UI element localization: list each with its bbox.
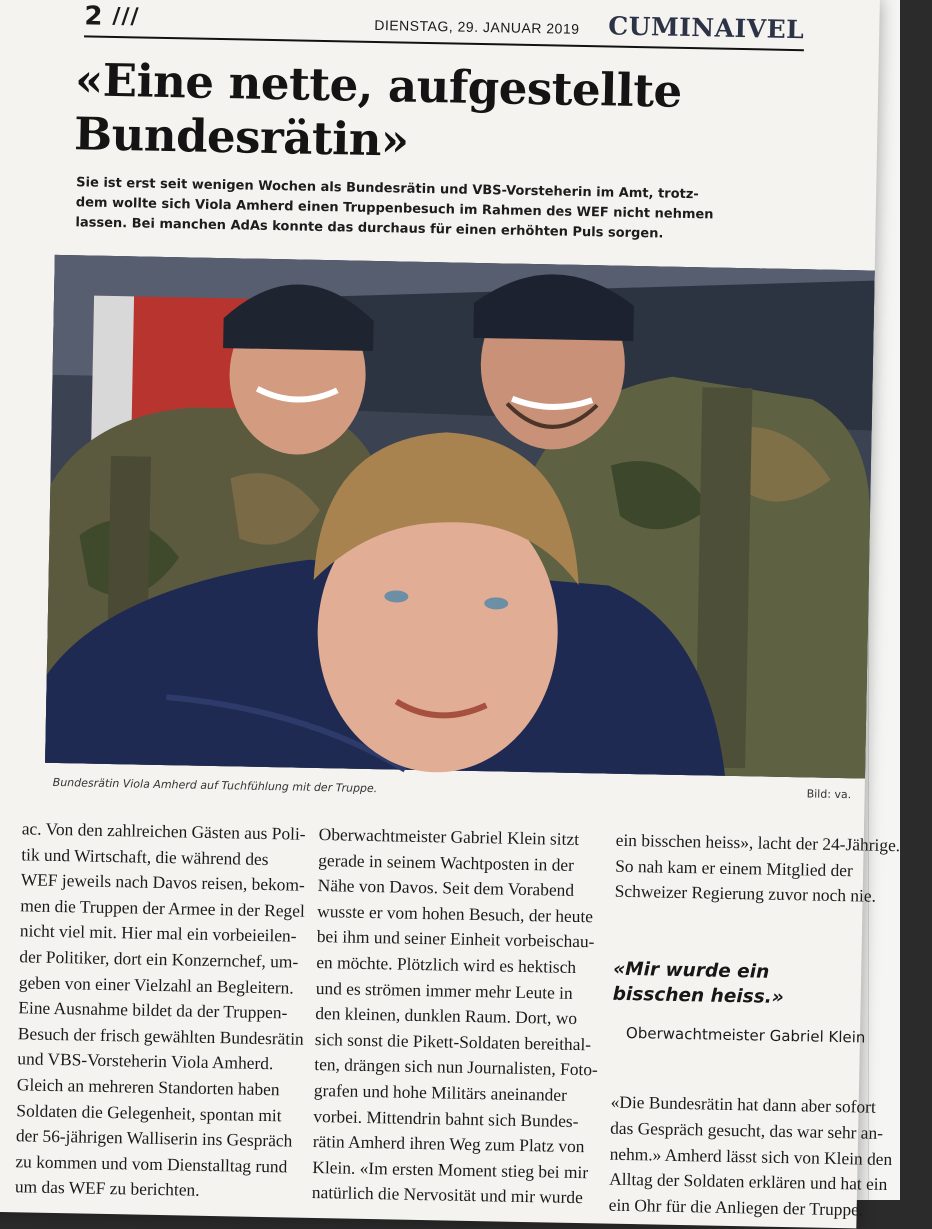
column-line: tik und Wirtschaft, die während des (21, 843, 269, 869)
column-line: rätin Amherd ihren Weg zum Platz von (312, 1131, 585, 1157)
pull-quote-line-2: bisschen heiss.» (612, 983, 784, 1008)
lead-line-3: lassen. Bei manchen AdAs konnte das durchaus für einen erhöhten Puls sorgen. (75, 215, 664, 242)
column-line: Soldaten die Gelegenheit, spontan mit (16, 1099, 282, 1125)
page-number: 2 (84, 1, 103, 32)
photo-caption: Bundesrätin Viola Amherd auf Tuchfühlung mit der Truppe. (52, 775, 378, 796)
column-line: der Politiker, dort ein Konzernchef, um- (19, 946, 299, 972)
column-line: geben von einer Vielzahl an Begleitern. (18, 971, 294, 998)
column-line: nicht viel mit. Hier mal ein vorbeieilen- (19, 920, 297, 946)
column-line: «Die Bundesrätin hat dann aber sofort (610, 1092, 876, 1118)
column-3-continuation (608, 1090, 910, 1224)
column-line: en möchte. Plötzlich wird es hektisch (316, 951, 577, 977)
column-line: Klein. «Im ersten Moment stieg bei mir (312, 1156, 589, 1182)
column-line: gerade in seinem Wachtposten in der (318, 849, 575, 875)
article-column-3 (608, 828, 915, 1224)
column-line: der 56-jährigen Walliserin ins Gespräch (15, 1125, 293, 1151)
column-line: natürlich die Nervosität und mir wurde (311, 1182, 583, 1208)
column-line: um das WEF zu berichten. (14, 1176, 200, 1201)
column-line: Alltag der Soldaten erklären und hat ein (609, 1168, 888, 1195)
headline (74, 53, 806, 175)
pull-quote-line-1: «Mir wurde ein (613, 958, 770, 983)
masthead: CUMINAIVEL (608, 11, 805, 45)
column-line: ten, drängen sich nun Journalisten, Foto- (314, 1054, 599, 1080)
column-line: So nah kam er einem Mitglied der (615, 855, 854, 880)
column-line: Besuch der frisch gewählten Bundesrätin (17, 1023, 304, 1049)
lead-line-2: dem wollte sich Viola Amherd einen Truppenbesuch im Rahmen des WEF nicht nehmen (75, 195, 714, 223)
article-photo (45, 255, 875, 779)
issue-date: DIENSTAG, 29. JANUAR 2019 (374, 16, 580, 37)
column-line: WEF jeweils nach Davos reisen, bekom- (20, 869, 305, 895)
lead-paragraph (75, 173, 776, 247)
pull-quote (613, 956, 914, 1012)
column-line: zu kommen und vom Dienstalltag rund (15, 1150, 288, 1177)
column-line: das Gespräch gesucht, das war sehr an- (610, 1117, 884, 1143)
headline-line-2: Bundesrätin» (73, 107, 410, 167)
page-header (84, 0, 805, 51)
column-line: grafen und hohe Militärs aneinander (313, 1079, 568, 1105)
column-line: und VBS-Vorsteherin Viola Amherd. (17, 1048, 274, 1074)
pull-quote-author: Oberwachtmeister Gabriel Klein (625, 1023, 866, 1047)
column-line: nehm.» Amherd lässt sich von Klein den (609, 1143, 893, 1169)
column-line: vorbei. Mittendrin bahnt sich Bundes- (313, 1105, 579, 1131)
lead-line-1: Sie ist erst seit wenigen Wochen als Bundesrätin und VBS-Vorsteherin im Amt, trotz- (76, 175, 699, 203)
column-line: ac. Von den zahlreichen Gästen aus Poli- (21, 818, 306, 844)
selfie-photo-illustration (45, 255, 875, 779)
column-line: ein Ohr für die Anliegen der Truppe. (608, 1194, 864, 1220)
column-line: und es strömen immer mehr Leute in (315, 977, 573, 1003)
column-line: den kleinen, dunklen Raum. Dort, wo (315, 1003, 578, 1029)
column-line: Nähe von Davos. Seit dem Vorabend (317, 875, 575, 901)
column-line: bei ihm und seiner Einheit vorbeischau- (316, 926, 595, 952)
headline-line-1: «Eine nette, aufgestellte (74, 53, 683, 118)
column-line: sich sonst die Pikett-Soldaten bereithal- (314, 1028, 592, 1055)
column-line: Eine Ausnahme bildet da der Truppen- (18, 997, 288, 1023)
photo-credit: Bild: va. (806, 787, 852, 802)
article-column-1 (15, 816, 312, 1205)
column-line: ein bisschen heiss», lacht der 24-Jährige. (615, 829, 901, 856)
column-line: men die Truppen der Armee in der Regel (20, 895, 305, 921)
column-line: wusste er vom hohen Besuch, der heute (317, 900, 594, 927)
article-column-2 (312, 822, 619, 1212)
column-line: Gleich an mehreren Standorten haben (16, 1074, 280, 1100)
column-line: Oberwachtmeister Gabriel Klein sitzt (318, 824, 580, 850)
column-line: Schweizer Regierung zuvor noch nie. (614, 880, 877, 906)
page-number-slashes: /// (112, 3, 140, 30)
